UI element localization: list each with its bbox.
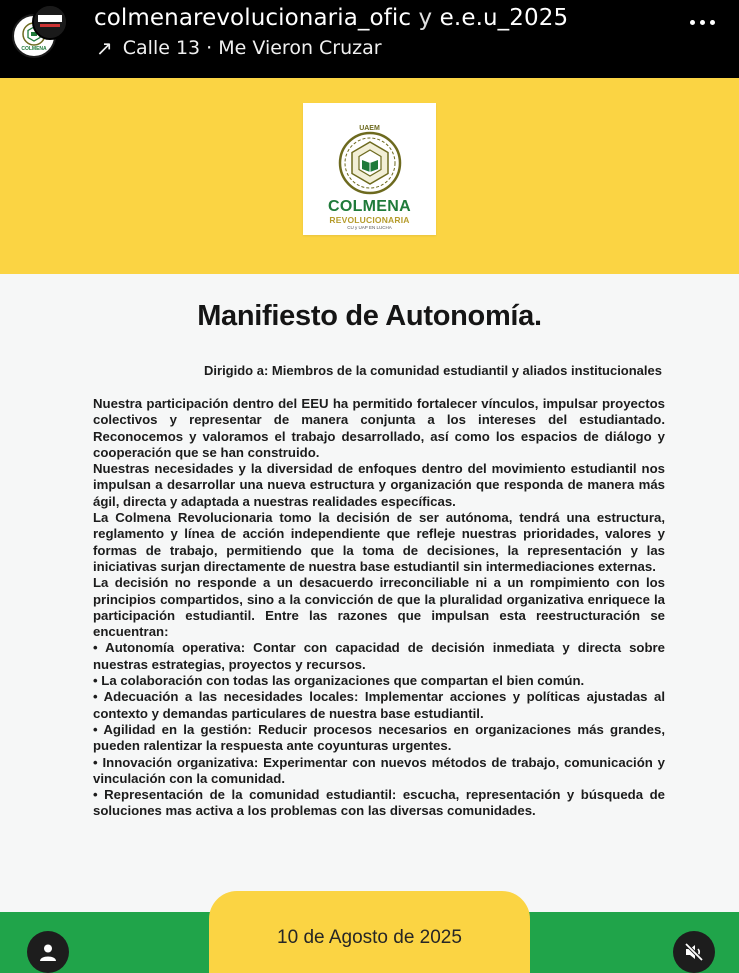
collaborator-name[interactable]: e.e.u_2025 — [439, 5, 569, 31]
muted-speaker-icon — [683, 941, 705, 963]
bullet-item: • La colaboración con todas las organizaciones que compartan el bien común. — [93, 673, 585, 689]
date-tab — [209, 891, 530, 973]
manifesto-paragraph: La decisión no responde a un desacuerdo irreconciliable ni a un rompimiento con los principios compartidos, sino a la convicción de que la pluralidad organizativa enriquece la participación estudiantil. Entre las razones que impulsan esta reestructuración se encuentran: — [93, 575, 665, 640]
logo-name-line1: COLMENA — [328, 198, 411, 215]
tagged-users-button[interactable] — [27, 931, 69, 973]
manifesto-paragraph: Nuestras necesidades y la diversidad de enfoques dentro del movimiento estudiantil nos impulsan a desarrollar una nueva estructura y organización que responda de manera más ágil, directa y adaptada a nuestras realidades específicas. — [93, 461, 665, 509]
collaborator-logo-icon — [34, 6, 66, 38]
collab-avatars[interactable] — [12, 4, 66, 58]
logo-name-line2: REVOLUCIONARIA — [329, 215, 410, 225]
addressed-to: Dirigido a: Miembros de la comunidad estudiantil y aliados institucionales — [204, 363, 662, 378]
hexagon-book-icon — [337, 130, 403, 196]
manifesto-body — [93, 396, 665, 820]
story-title[interactable] — [94, 5, 568, 31]
arrow-up-right-icon: ↗ — [96, 36, 113, 60]
more-horizontal-icon — [690, 20, 695, 25]
manifesto-document — [0, 274, 739, 912]
collaborator-avatar[interactable] — [32, 4, 68, 40]
title-connector: y — [418, 5, 433, 31]
manifesto-paragraph: Nuestra participación dentro del EEU ha permitido fortalecer vínculos, impulsar proyectos colectivos y representar de manera conjunta a los intereses del estudiantado. Reconocemos y valoramos el trabajo desarrollado, así como los espacios de diálogo y cooperación que se han construido. — [93, 396, 665, 460]
bullet-item: • Autonomía operativa: Contar con capacidad de decisión inmediata y directa sobre nuestras estrategias, proyectos y recursos. — [93, 640, 665, 672]
music-attribution[interactable] — [96, 36, 382, 60]
music-label: Calle 13 · Me Vieron Cruzar — [122, 37, 382, 59]
logo-top-text: UAEM — [359, 125, 380, 132]
bullet-item: • Adecuación a las necesidades locales: Implementar acciones y políticas ajustadas al contexto y demandas particulares de nuestra base estudiantil. — [93, 689, 665, 721]
avatar-label: COLMENA — [21, 46, 47, 52]
logo-tagline: CU y UAP EN LUCHA — [347, 225, 392, 230]
manifesto-paragraph: La Colmena Revolucionaria tomo la decisión de ser autónoma, tendrá una estructura, reglamento y línea de acción independiente que refleje nuestras prioridades, valores y formas de trabajo, permitiendo que la toma de decisiones, la representación y las iniciativas surjan directamente de nuestra base estudiantil sin intermediaciones externas. — [93, 510, 665, 574]
account-name[interactable]: colmenarevolucionaria_ofic — [94, 5, 412, 31]
date-label: 10 de Agosto de 2025 — [277, 927, 462, 948]
manifesto-title: Manifiesto de Autonomía. — [197, 300, 542, 332]
bullet-item: • Innovación organizativa: Experimentar con nuevos métodos de trabajo, comunicación y vinculación con la comunidad. — [93, 754, 665, 786]
colmena-logo-card — [303, 103, 436, 235]
more-options-button[interactable] — [690, 20, 715, 25]
story-header — [0, 0, 739, 78]
mute-toggle-button[interactable] — [673, 931, 715, 973]
bullet-item: • Agilidad en la gestión: Reducir procesos necesarios en organizaciones más grandes, pueden ralentizar la respuesta ante coyunturas urgentes. — [93, 721, 665, 754]
user-icon — [38, 942, 58, 962]
bullet-item: • Representación de la comunidad estudiantil: escucha, representación y búsqueda de soluciones mas activa a los problemas con las diversas comunidades. — [93, 787, 665, 819]
